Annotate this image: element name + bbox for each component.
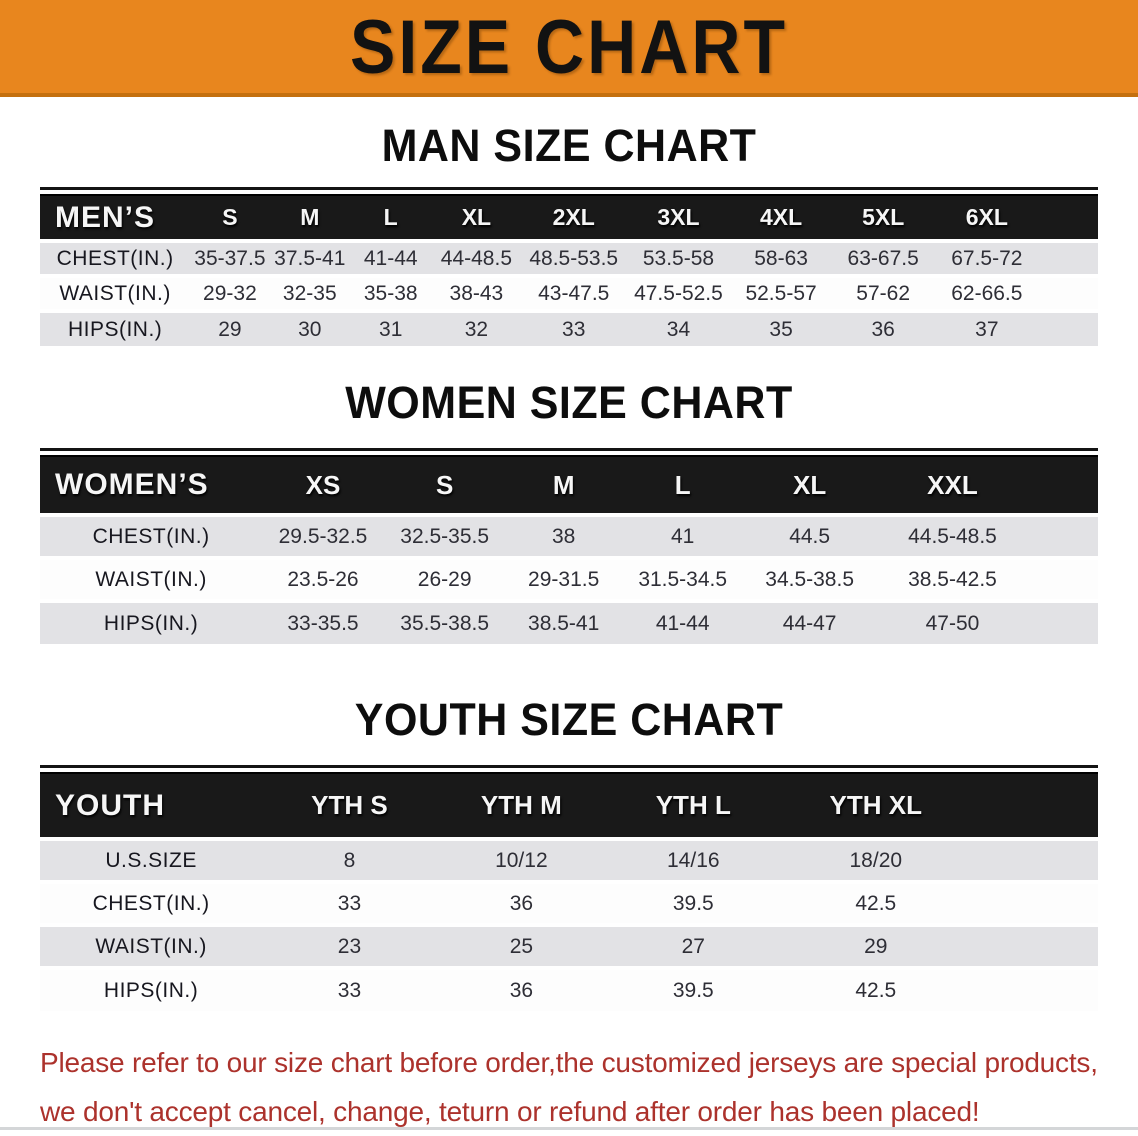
value-cell: 58-63	[731, 241, 832, 276]
size-header-cell: YTH M	[437, 773, 606, 839]
filler-cell	[971, 882, 1098, 925]
value-cell: 37	[935, 311, 1039, 346]
value-cell: 18/20	[781, 839, 971, 882]
size-header-cell: 6XL	[935, 195, 1039, 241]
row-label-cell: CHEST(IN.)	[40, 515, 262, 558]
value-cell: 32	[431, 311, 521, 346]
value-cell: 53.5-58	[626, 241, 731, 276]
value-cell: 44-47	[744, 601, 876, 644]
row-label-cell: WAIST(IN.)	[40, 925, 262, 968]
header-row	[40, 456, 1098, 515]
value-cell: 47-50	[876, 601, 1029, 644]
value-cell: 35-37.5	[190, 241, 269, 276]
size-header-cell: L	[622, 456, 744, 515]
men-section-heading: MAN SIZE CHART	[381, 120, 757, 172]
disclaimer-line-1: Please refer to our size chart before order,the customized jerseys are special products,	[40, 1047, 1098, 1078]
value-cell: 27	[606, 925, 781, 968]
value-cell: 31	[350, 311, 431, 346]
value-cell: 33	[262, 968, 437, 1011]
value-cell: 29	[190, 311, 269, 346]
size-header-cell: 2XL	[521, 195, 626, 241]
size-header-cell: M	[505, 456, 621, 515]
value-cell: 29-31.5	[505, 558, 621, 601]
filler-cell	[1029, 515, 1098, 558]
women-section-heading: WOMEN SIZE CHART	[345, 377, 793, 429]
value-cell: 48.5-53.5	[521, 241, 626, 276]
value-cell: 57-62	[831, 276, 935, 311]
value-cell: 23	[262, 925, 437, 968]
men-table-topline	[40, 187, 1098, 190]
women-table-topline	[40, 448, 1098, 451]
value-cell: 34.5-38.5	[744, 558, 876, 601]
size-header-cell: YTH S	[262, 773, 437, 839]
value-cell: 63-67.5	[831, 241, 935, 276]
value-cell: 29	[781, 925, 971, 968]
size-header-cell: L	[350, 195, 431, 241]
value-cell: 36	[437, 882, 606, 925]
value-cell: 35	[731, 311, 832, 346]
measurement-row	[40, 311, 1098, 346]
filler-cell	[1029, 601, 1098, 644]
size-header-cell: XS	[262, 456, 384, 515]
row-label-cell: WAIST(IN.)	[40, 276, 190, 311]
value-cell: 39.5	[606, 968, 781, 1011]
filler-cell	[1039, 311, 1098, 346]
size-header-cell: XL	[744, 456, 876, 515]
bottom-divider-line	[0, 1127, 1138, 1130]
value-cell: 10/12	[437, 839, 606, 882]
row-label-cell: U.S.SIZE	[40, 839, 262, 882]
value-cell: 30	[270, 311, 350, 346]
value-cell: 44.5	[744, 515, 876, 558]
value-cell: 41-44	[350, 241, 431, 276]
value-cell: 32.5-35.5	[384, 515, 506, 558]
value-cell: 38.5-41	[505, 601, 621, 644]
size-header-cell: S	[384, 456, 506, 515]
size-header-cell: XXL	[876, 456, 1029, 515]
youth-table-topline	[40, 765, 1098, 768]
size-header-cell: YTH L	[606, 773, 781, 839]
row-label-cell: CHEST(IN.)	[40, 882, 262, 925]
measurement-row	[40, 925, 1098, 968]
youth-size-table	[40, 772, 1098, 1011]
value-cell: 35-38	[350, 276, 431, 311]
measurement-row	[40, 601, 1098, 644]
measurement-row	[40, 968, 1098, 1011]
filler-cell	[971, 968, 1098, 1011]
row-label-cell: WAIST(IN.)	[40, 558, 262, 601]
women-section	[0, 379, 1138, 644]
value-cell: 67.5-72	[935, 241, 1039, 276]
value-cell: 37.5-41	[270, 241, 350, 276]
header-row	[40, 195, 1098, 241]
size-header-cell: 4XL	[731, 195, 832, 241]
filler-cell	[1029, 558, 1098, 601]
women-table-wrap	[40, 448, 1098, 644]
value-cell: 38-43	[431, 276, 521, 311]
value-cell: 38	[505, 515, 621, 558]
value-cell: 41-44	[622, 601, 744, 644]
size-header-cell: 5XL	[831, 195, 935, 241]
value-cell: 33	[521, 311, 626, 346]
value-cell: 8	[262, 839, 437, 882]
measurement-row	[40, 882, 1098, 925]
value-cell: 52.5-57	[731, 276, 832, 311]
value-cell: 33-35.5	[262, 601, 384, 644]
filler-cell	[1039, 241, 1098, 276]
value-cell: 31.5-34.5	[622, 558, 744, 601]
size-chart-banner	[0, 0, 1138, 97]
table-title-cell: YOUTH	[40, 773, 262, 839]
header-row	[40, 773, 1098, 839]
value-cell: 43-47.5	[521, 276, 626, 311]
measurement-row	[40, 839, 1098, 882]
value-cell: 44.5-48.5	[876, 515, 1029, 558]
disclaimer-note	[40, 1038, 1108, 1136]
youth-section	[0, 696, 1138, 1011]
value-cell: 38.5-42.5	[876, 558, 1029, 601]
men-size-table	[40, 194, 1098, 346]
disclaimer-line-2: we don't accept cancel, change, teturn or refund after order has been placed!	[40, 1096, 980, 1127]
value-cell: 33	[262, 882, 437, 925]
youth-section-heading: YOUTH SIZE CHART	[354, 694, 784, 746]
value-cell: 35.5-38.5	[384, 601, 506, 644]
value-cell: 36	[831, 311, 935, 346]
value-cell: 62-66.5	[935, 276, 1039, 311]
size-header-cell: M	[270, 195, 350, 241]
size-header-cell: YTH XL	[781, 773, 971, 839]
value-cell: 41	[622, 515, 744, 558]
measurement-row	[40, 558, 1098, 601]
table-title-cell: MEN’S	[40, 195, 190, 241]
size-header-cell: S	[190, 195, 269, 241]
value-cell: 42.5	[781, 882, 971, 925]
value-cell: 32-35	[270, 276, 350, 311]
value-cell: 14/16	[606, 839, 781, 882]
value-cell: 26-29	[384, 558, 506, 601]
value-cell: 23.5-26	[262, 558, 384, 601]
youth-table-wrap	[40, 765, 1098, 1011]
filler-cell	[971, 925, 1098, 968]
value-cell: 39.5	[606, 882, 781, 925]
size-header-cell: XL	[431, 195, 521, 241]
men-table-wrap	[40, 187, 1098, 346]
value-cell: 29-32	[190, 276, 269, 311]
filler-cell	[1039, 195, 1098, 241]
value-cell: 34	[626, 311, 731, 346]
women-size-table	[40, 455, 1098, 644]
measurement-row	[40, 515, 1098, 558]
row-label-cell: HIPS(IN.)	[40, 311, 190, 346]
value-cell: 36	[437, 968, 606, 1011]
value-cell: 29.5-32.5	[262, 515, 384, 558]
measurement-row	[40, 276, 1098, 311]
men-section	[0, 122, 1138, 346]
row-label-cell: HIPS(IN.)	[40, 968, 262, 1011]
value-cell: 42.5	[781, 968, 971, 1011]
filler-cell	[971, 839, 1098, 882]
filler-cell	[1039, 276, 1098, 311]
banner-title: SIZE CHART	[350, 3, 788, 90]
value-cell: 47.5-52.5	[626, 276, 731, 311]
row-label-cell: CHEST(IN.)	[40, 241, 190, 276]
value-cell: 44-48.5	[431, 241, 521, 276]
filler-cell	[971, 773, 1098, 839]
size-header-cell: 3XL	[626, 195, 731, 241]
table-title-cell: WOMEN’S	[40, 456, 262, 515]
value-cell: 25	[437, 925, 606, 968]
measurement-row	[40, 241, 1098, 276]
filler-cell	[1029, 456, 1098, 515]
row-label-cell: HIPS(IN.)	[40, 601, 262, 644]
